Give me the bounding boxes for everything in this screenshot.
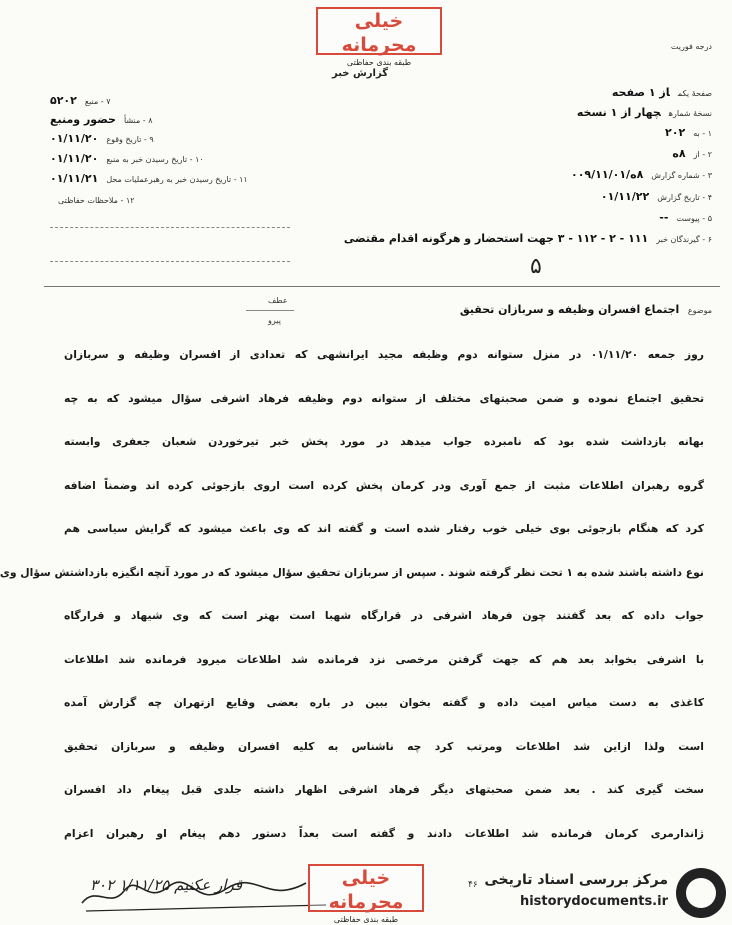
subject-line	[460, 303, 712, 316]
body-line: است ولذا ازاین شد اطلاعات ومرتب کرد چه ناشناس به کلیه افسران وظیفه و سربازان تحقیق	[64, 739, 704, 753]
right-field-to: ۱ - به۲۰۲	[665, 126, 712, 139]
right-field-from: ۲ - از۸ه	[672, 147, 712, 160]
body-line: کرد که هنگام بازجوئی بوی خیلی خوب رفتار شده است و گفته اند که وی باعث میشود که گرایش سیاسی هم	[64, 522, 704, 535]
dashed-separator	[50, 261, 290, 262]
left-field-event-date: ۹ - تاریخ وقوع۰۱/۱۱/۲۰	[50, 132, 154, 145]
body-line: با اشرفی بخوابد بعد هم که جهت گرفتن مرخصی نزد فرمانده شد اطلاعات میرود فرمانده شد اطلاعات	[64, 652, 704, 666]
right-field-attachment: ۵ - پیوست--	[659, 211, 712, 224]
body-line: ژاندارمری کرمان فرمانده شد اطلاعات دادند و گفته است بعداً دستور دهم پیغام او رهبران اعزام	[64, 826, 704, 840]
archive-url: historydocuments.ir	[519, 894, 668, 909]
follow-up-label: پیرو	[268, 316, 281, 325]
archive-watermark	[440, 866, 726, 920]
section-rule	[44, 286, 720, 287]
classification-stamp-bottom	[308, 864, 424, 924]
left-field-leader-receipt-date: ۱۱ - تاریخ رسیدن خبر به رهبرعملیات محل۰۱/۱۱/۲۱	[50, 172, 248, 185]
page-number: ۴۶	[468, 880, 478, 890]
priority-label: درجه فوریت	[670, 42, 712, 51]
body-line: روز جمعه ۰۱/۱۱/۲۰ در منزل ستوانه دوم وظیفه مجید ایرانشهی که تعدادی از افسران وظیفه و سربازان	[64, 348, 704, 361]
right-field-page: صفحهٔ یکماز ۱ صفحه	[611, 86, 712, 99]
subject-label: موضوع	[687, 306, 712, 315]
body-line: گروه رهبران اطلاعات مثبت از جمع آوری ودر کرمان پخش کرده است اروی بازجوئی کرده اند وضمناً اضافه	[64, 478, 704, 492]
left-field-source: ۷ - منبع۵۲۰۲	[50, 94, 111, 107]
left-field-source-receipt-date: ۱۰ - تاریخ رسیدن خبر به منبع۰۱/۱۱/۲۰	[50, 152, 204, 165]
archive-logo-icon	[676, 868, 726, 918]
stamp-subtext: طبقه بندی حفاظتی	[333, 915, 399, 924]
archive-title: مرکز بررسی اسناد تاریخی	[484, 872, 668, 888]
body-line: تحقیق اجتماع نموده و ضمن صحبتهای مختلف از ستوانه دوم وظیفه فرهاد اشرفی سؤال میشود که به چه	[64, 391, 704, 405]
report-body	[0, 340, 704, 862]
body-line: سخت گیری کند . بعد ضمن صحبتهای دیگر فرهاد اشرفی اظهار داشته جلدی قبل پیغام داد افسران	[64, 783, 704, 796]
dashed-separator	[50, 227, 290, 228]
reference-label: عطف	[268, 296, 288, 305]
stamp-subtext: طبقه بندی حفاظتی	[346, 58, 412, 67]
classification-stamp-top	[316, 7, 442, 67]
left-field-origin: ۸ - منشأحضور ومنبع	[50, 113, 153, 126]
left-field-security-notes: ۱۲ - ملاحظات حفاظتی	[58, 196, 135, 205]
body-line: نوع داشته باشند شده به ۱ تحت نظر گرفته شوند . سپس از سربازان تحقیق سؤال میشود که در مورد آنچه انگیزه بازداشتش سؤال وی	[0, 565, 704, 579]
handwritten-mark: ۵	[530, 254, 542, 279]
body-line: جواب داده که بعد گفتند چون فرهاد اشرفی در قرارگاه شهبا است بهتر است که وی شیهاد و قرارگاه	[64, 609, 704, 622]
reference-divider	[246, 310, 294, 311]
right-field-recipients: ۶ - گیرندگان خبر۱۱۱ - ۲ - ۱۱۲ - ۳ جهت استحضار و هرگونه اقدام مقتضی	[343, 232, 712, 245]
stamp-classification-text: خیلی محرمانه	[328, 867, 404, 913]
signature-text: ۳۰۲ ۱/۱۱/۲۵ قرار عکنیم	[90, 876, 243, 894]
stamp-classification-text: خیلی محرمانه	[341, 10, 417, 56]
right-field-report-number: ۳ - شماره گزارش۸ه/۰۰۹/۱۱/۰۱	[571, 168, 712, 181]
document-title: گزارش خبر	[332, 68, 389, 79]
body-line: بهانه بازداشت شده بود که نامبرده جواب میدهد در مورد پخش خبر تیرخوردن شعبان جعفری وابسته	[64, 435, 704, 448]
subject-value: اجتماع افسران وظیفه و سربازان تحقیق	[459, 303, 680, 316]
right-field-report-date: ۴ - تاریخ گزارش۰۱/۱۱/۲۲	[600, 190, 712, 203]
right-field-copy: نسخهٔ شمارهچهار از ۱ نسخه	[576, 106, 712, 119]
body-line: کاغذی به دست میاس امیت داده و گفته بخوان ببین در باره بعضی وقایع ازتهران چه گزارش آمده	[64, 696, 704, 709]
